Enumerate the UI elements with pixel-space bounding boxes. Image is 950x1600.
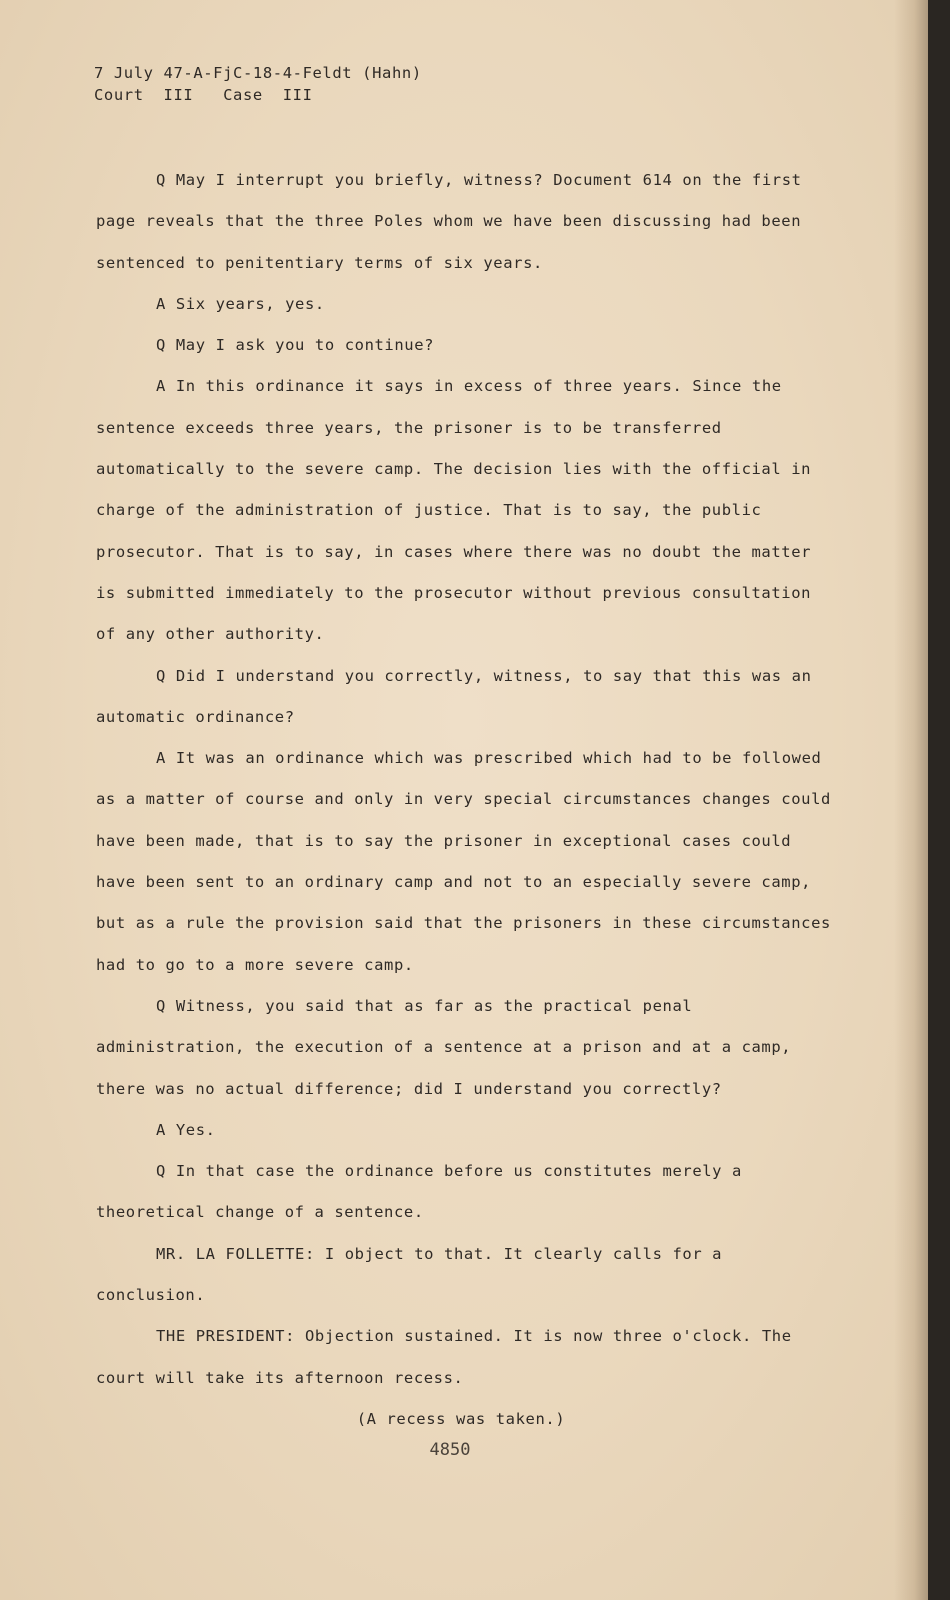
transcript-body (96, 160, 836, 1440)
transcript-paragraph: Q Witness, you said that as far as the practical penal administration, the execution of a sentence at a prison and at a camp, there was no actual difference; did I understand you correctly? (96, 996, 792, 1098)
page-edge-shadow (894, 0, 928, 1600)
recess-note: (A recess was taken.) (356, 1409, 566, 1428)
transcript-paragraph: A In this ordinance it says in excess of three years. Since the sentence exceeds three years, the prisoner is to be transferred automatically to the severe camp. The decision lies with the official in charge of the administration of justice. That is to say, the public prosecutor. That is to say, in cases where there was no doubt the matter is submitted immediately to the prosecutor without previous consultation of any other authority. (96, 377, 812, 644)
header-date-line: 7 July 47-A-FjC-18-4-Feldt (Hahn) (94, 64, 422, 82)
transcript-paragraph: Q May I interrupt you briefly, witness? Document 614 on the first page reveals that the three Poles whom we have been discussing had been sentenced to penitentiary terms of six years. (96, 171, 802, 272)
transcript-paragraph: MR. LA FOLLETTE: I object to that. It clearly calls for a conclusion. (96, 1244, 723, 1305)
transcript-paragraph: Q May I ask you to continue? (156, 336, 435, 355)
document-header (94, 62, 422, 106)
transcript-paragraph: Q In that case the ordinance before us constitutes merely a theoretical change of a sentence. (96, 1162, 742, 1222)
transcript-paragraph: THE PRESIDENT: Objection sustained. It is now three o'clock. The court will take its afternoon recess. (96, 1327, 792, 1387)
transcript-paragraph: A Yes. (156, 1120, 216, 1139)
transcript-paragraph: A Six years, yes. (156, 294, 325, 313)
transcript-paragraph: A It was an ordinance which was prescribed which had to be followed as a matter of course and only in very special circumstances changes could have been made, that is to say the prisoner in exceptional cases could have been sent to an ordinary camp and not to an especially severe camp, but as a rule the provision said that the prisoners in these circumstances had to go to a more severe camp. (96, 749, 831, 974)
transcript-paragraph: Q Did I understand you correctly, witness, to say that this was an automatic ordinance? (96, 666, 812, 726)
page-number: 4850 (429, 1440, 471, 1460)
header-court-line: Court III Case III (94, 86, 313, 104)
